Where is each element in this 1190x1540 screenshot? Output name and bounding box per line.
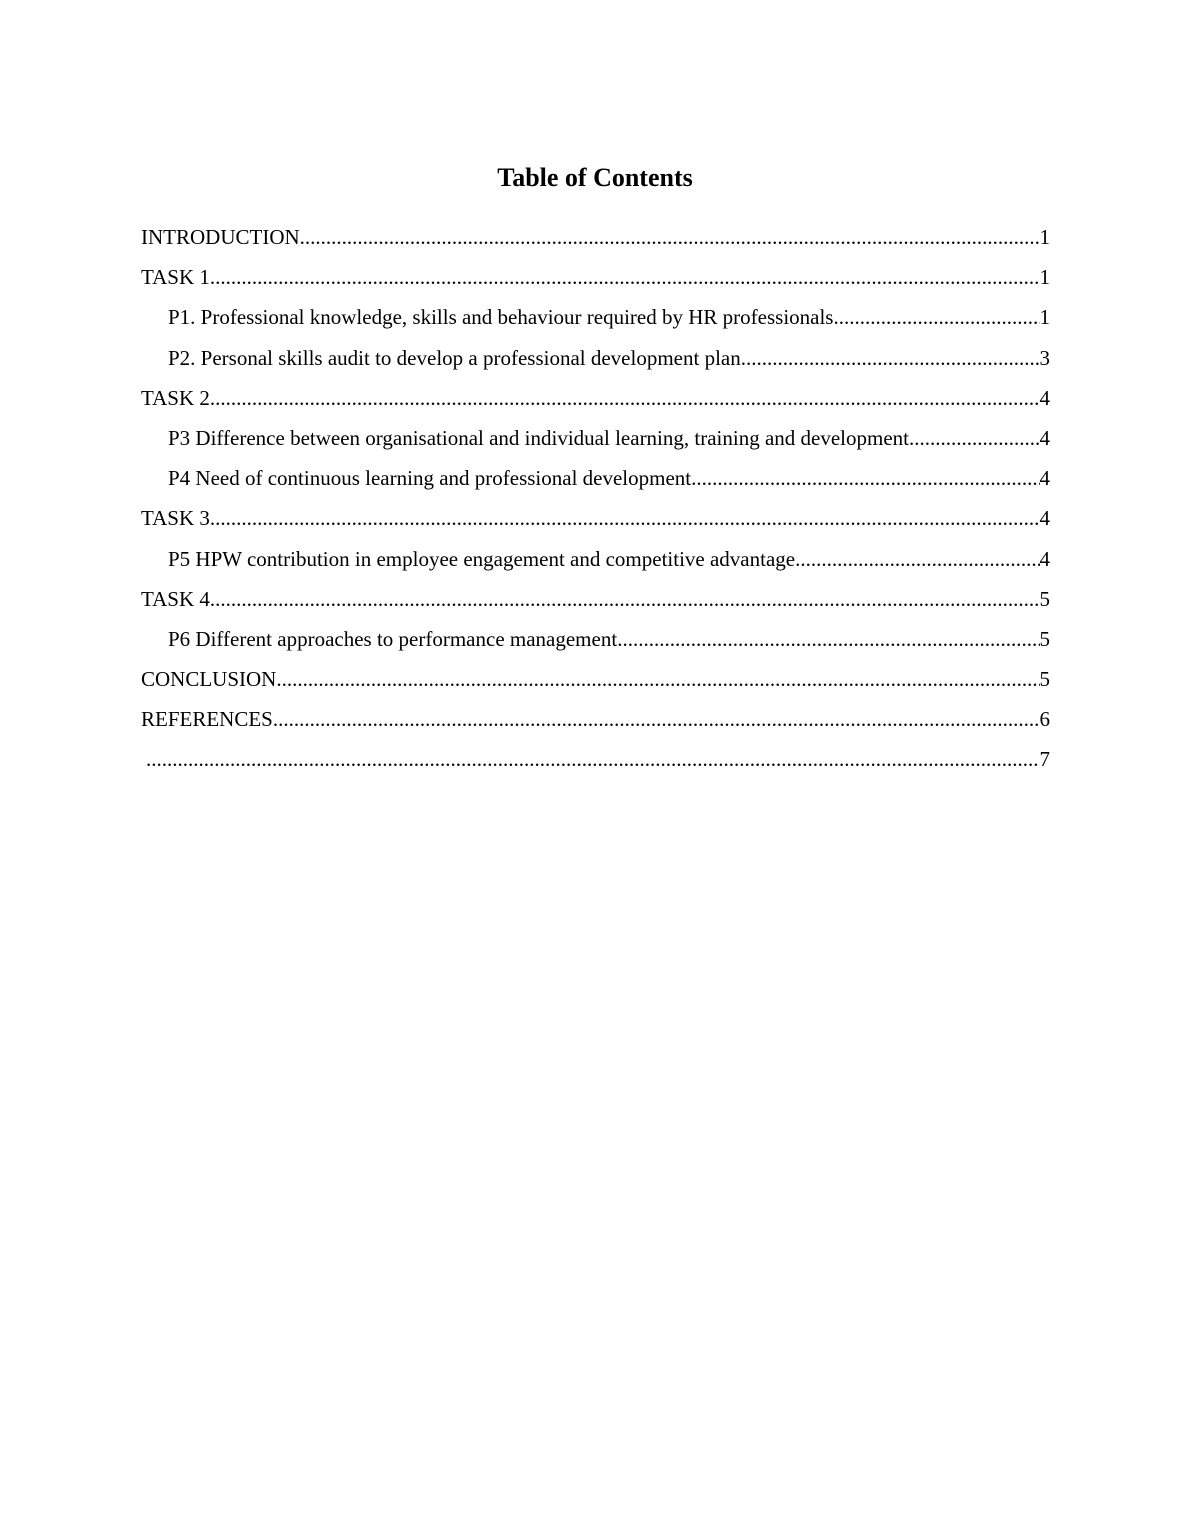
- dot-leader: [273, 699, 1040, 739]
- toc-entry-p3[interactable]: [141, 418, 1050, 458]
- toc-entry-p6[interactable]: [141, 619, 1050, 659]
- toc-entry-references[interactable]: [141, 699, 1050, 739]
- dot-leader: [210, 498, 1040, 538]
- toc-page-number: 4: [1039, 506, 1050, 531]
- toc-page-number: 5: [1039, 586, 1050, 611]
- dot-leader: [300, 217, 1040, 257]
- dot-leader: [146, 739, 1040, 779]
- toc-page-number: 4: [1039, 546, 1050, 571]
- dot-leader: [210, 257, 1040, 297]
- toc-entry-text: P3 Difference between organisational and individual learning, training and development: [168, 425, 909, 450]
- toc-entry-text: INTRODUCTION: [141, 225, 300, 249]
- toc-entry-text: TASK 3: [141, 506, 210, 531]
- toc-entry-text: P4 Need of continuous learning and professional development: [168, 466, 692, 491]
- toc-page-number: 1: [1039, 225, 1050, 249]
- toc-entry-task-2[interactable]: [141, 378, 1050, 418]
- dot-leader: [210, 378, 1040, 418]
- toc-page-number: 1: [1039, 265, 1050, 290]
- toc-entry-task-1[interactable]: [141, 257, 1050, 297]
- dot-leader: [210, 579, 1040, 619]
- toc-page-number: 3: [1039, 345, 1050, 370]
- toc-entry-introduction[interactable]: [141, 217, 1050, 257]
- toc-title: Table of Contents: [497, 163, 693, 192]
- toc-page-number: 5: [1039, 667, 1050, 692]
- dot-leader: [276, 659, 1039, 699]
- toc-entry-text: P6 Different approaches to performance management: [168, 626, 618, 651]
- toc-entry-text: TASK 1: [141, 265, 210, 290]
- toc-entry-p1[interactable]: [141, 297, 1050, 337]
- toc-page-number: 4: [1039, 466, 1050, 491]
- dot-leader: [691, 458, 1039, 498]
- toc-page-number: 5: [1039, 626, 1050, 651]
- toc-entry-text: TASK 4: [141, 586, 210, 611]
- toc-page-number: 4: [1039, 425, 1050, 450]
- toc-entry-p5[interactable]: [141, 539, 1050, 579]
- toc-entry-text: P5 HPW contribution in employee engagement and competitive advantage: [168, 546, 796, 571]
- toc-entry-text: CONCLUSION: [141, 667, 277, 692]
- toc-entry-p2[interactable]: [141, 338, 1050, 378]
- toc-entry-text: TASK 2: [141, 385, 210, 410]
- dot-leader: [617, 619, 1039, 659]
- dot-leader: [795, 539, 1039, 579]
- toc-page-number: 6: [1039, 707, 1050, 732]
- dot-leader: [833, 297, 1039, 337]
- toc-list: [141, 217, 1050, 780]
- dot-leader: [741, 338, 1040, 378]
- toc-entry-p4[interactable]: [141, 458, 1050, 498]
- toc-entry-text: REFERENCES: [141, 707, 273, 732]
- toc-entry-untitled[interactable]: [141, 739, 1050, 779]
- toc-entry-text: P1. Professional knowledge, skills and behaviour required by HR professionals: [168, 305, 834, 330]
- toc-page-number: 4: [1039, 385, 1050, 410]
- toc-entry-task-3[interactable]: [141, 498, 1050, 538]
- toc-entry-task-4[interactable]: [141, 579, 1050, 619]
- dot-leader: [909, 418, 1040, 458]
- toc-entry-conclusion[interactable]: [141, 659, 1050, 699]
- toc-entry-text: P2. Personal skills audit to develop a professional development plan: [168, 345, 741, 370]
- toc-page-number: 7: [1039, 747, 1050, 772]
- toc-page-number: 1: [1039, 305, 1050, 330]
